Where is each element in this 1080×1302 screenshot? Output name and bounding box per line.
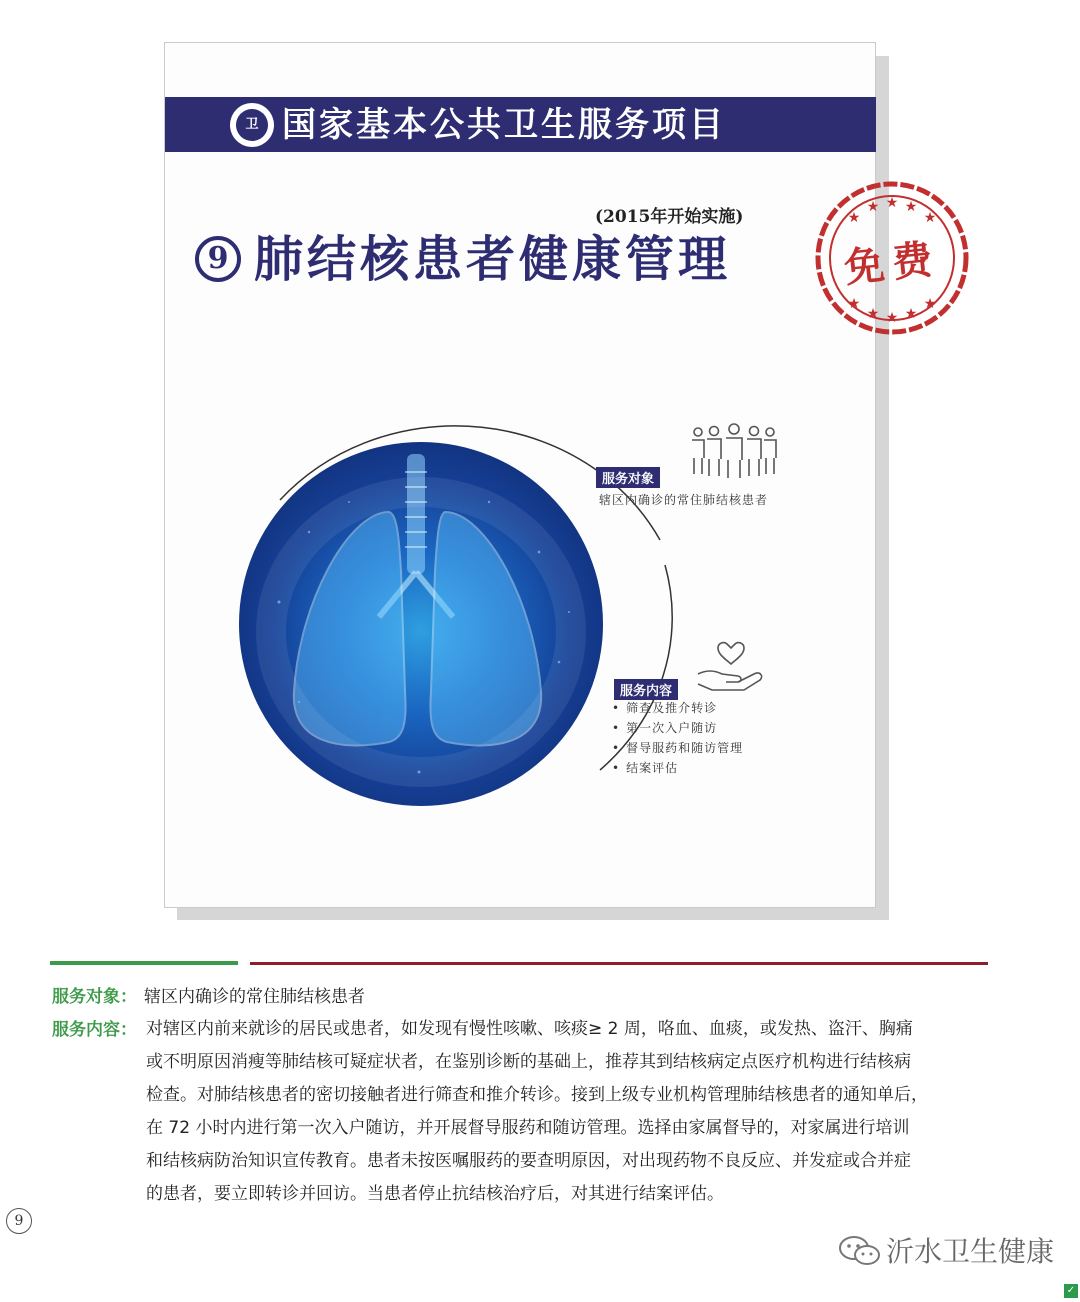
- logo-emblem-icon: 卫: [236, 109, 268, 141]
- service-content-tag: 服务内容: [614, 679, 678, 700]
- paragraph-line: 检查。对肺结核患者的密切接触者进行筛查和推介转诊。接到上级专业机构管理肺结核患者的通知单后，: [146, 1085, 928, 1105]
- svg-text:★: ★: [866, 199, 880, 215]
- account-name[interactable]: 沂水卫生健康: [886, 1235, 1055, 1268]
- item-number-badge: 9: [195, 236, 241, 282]
- page-title: 肺结核患者健康管理: [254, 231, 732, 288]
- lungs-illustration: [239, 442, 603, 806]
- heart-hand-icon: [694, 640, 768, 692]
- wechat-icon: [838, 1235, 882, 1267]
- list-item: • 结案评估: [612, 758, 743, 778]
- list-item: • 第一次入户随访: [612, 718, 743, 738]
- free-stamp-label: 免费: [842, 235, 943, 292]
- divider-green: [50, 961, 238, 965]
- page-number: 9: [6, 1208, 32, 1234]
- divider-red: [250, 962, 988, 965]
- start-year-note: (2015年开始实施): [595, 207, 744, 227]
- svg-text:★: ★: [885, 195, 899, 211]
- check-mark-icon: ✓: [1064, 1284, 1078, 1298]
- service-content-list: [612, 698, 743, 778]
- service-object-text: 辖区内确诊的常住肺结核患者: [599, 493, 769, 507]
- list-item: • 筛查及推介转诊: [612, 698, 743, 718]
- paragraph-line: 在 72 小时内进行第一次入户随访，并开展督导服药和随访管理。选择由家属督导的，对家属进行培训: [146, 1118, 910, 1138]
- svg-text:★: ★: [866, 306, 880, 322]
- svg-text:★: ★: [885, 310, 899, 326]
- paragraph-line: 或不明原因消瘦等肺结核可疑症状者，在鉴别诊断的基础上，推荐其到结核病定点医疗机构进行结核病: [146, 1052, 911, 1072]
- svg-text:★: ★: [904, 199, 918, 215]
- svg-text:★: ★: [847, 210, 861, 226]
- service-content-label: 服务内容：: [52, 1020, 137, 1040]
- service-object-description: 辖区内确诊的常住肺结核患者: [144, 987, 365, 1007]
- service-content-paragraph: [146, 1013, 994, 1211]
- banner-title: 国家基本公共卫生服务项目: [282, 105, 726, 145]
- list-item: • 督导服药和随访管理: [612, 738, 743, 758]
- svg-text:★: ★: [847, 296, 861, 312]
- paragraph-line: 的患者，要立即转诊并回访。当患者停止抗结核治疗后，对其进行结案评估。: [146, 1184, 724, 1204]
- svg-text:★: ★: [904, 306, 918, 322]
- paragraph-line: 对辖区内前来就诊的居民或患者，如发现有慢性咳嗽、咳痰≥ 2 周，咯血、血痰，或发热、盗汗、胸痛: [146, 1019, 913, 1039]
- paragraph-line: 和结核病防治知识宣传教育。患者未按医嘱服药的要查明原因，对出现药物不良反应、并发症或合并症: [146, 1151, 911, 1171]
- people-group-icon: [688, 420, 780, 480]
- service-object-label: 服务对象：: [52, 987, 137, 1007]
- svg-text:★: ★: [923, 210, 937, 226]
- service-object-tag: 服务对象: [596, 467, 660, 488]
- svg-text:★: ★: [923, 296, 937, 312]
